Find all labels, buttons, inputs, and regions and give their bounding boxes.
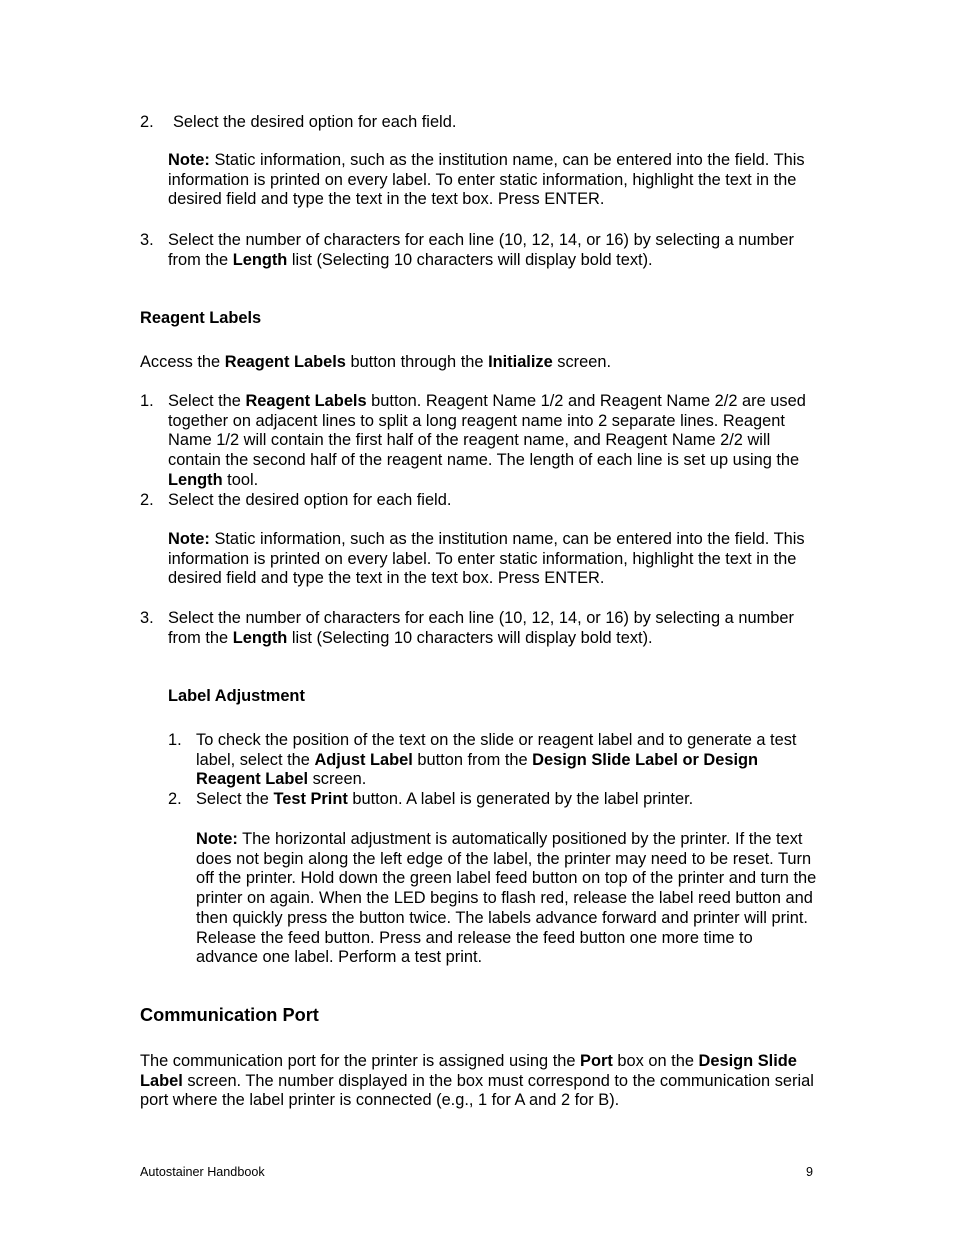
text-part: Select the number of characters for each line (10, 12, 14, or 16) by selecting a number from the: [168, 609, 794, 647]
step-number: 2.: [168, 790, 182, 808]
communication-port-paragraph: [140, 1052, 820, 1111]
step-number: 2.: [140, 113, 154, 131]
step-text: [196, 790, 818, 810]
term-adjust-label: Adjust Label: [314, 750, 413, 769]
text-part: Select the: [196, 790, 274, 808]
text-part: Access the: [140, 353, 225, 371]
text-part: tool.: [222, 470, 259, 489]
step-number: 1.: [140, 392, 154, 410]
step-text: Select the desired option for each field.: [173, 113, 457, 131]
section-heading-label-adjustment: Label Adjustment: [168, 687, 305, 705]
text-part: button. Reagent Name 1/2 and Reagent Name 2/2 are used together on adjacent lines to split a long reagent name into 2 separate lines. Reagent Name 1/2 will contain the first half of the reagent name, and Reagent Name 2/2 will contain the second half of the reagent name. The length of each line is set up using the: [168, 392, 806, 470]
note-label: Note:: [168, 530, 210, 548]
term-length: Length: [168, 470, 223, 489]
text-part: list (Selecting 10 characters will display bold text).: [287, 628, 653, 647]
note-paragraph: [168, 530, 818, 589]
text-part: To check the position of the text on the slide or reagent label and to generate a test label, select the: [196, 731, 797, 769]
page-number: 9: [806, 1165, 814, 1179]
text-part: Select the: [168, 392, 246, 410]
step-text: [168, 392, 818, 491]
text-part: screen.: [308, 770, 367, 789]
term-port: Port: [580, 1052, 613, 1070]
text-part: button through the: [345, 353, 489, 371]
term-reagent-labels: Reagent Labels: [224, 353, 346, 371]
text-part: button. A label is generated by the label printer.: [347, 790, 694, 808]
section-heading-communication-port: Communication Port: [140, 1005, 319, 1025]
note-text: Static information, such as the institution name, can be entered into the field. This information is printed on every label. To enter static information, highlight the text in the desired field and type the text in the text box. Press ENTER.: [168, 151, 805, 209]
step-text: [168, 231, 818, 270]
text-part: button from the: [412, 750, 533, 769]
text-part: box on the: [612, 1052, 699, 1070]
text-part: screen.: [552, 353, 612, 371]
step-number: 2.: [140, 491, 154, 509]
access-paragraph: [140, 353, 820, 373]
step-number: 3.: [140, 231, 154, 249]
step-text: [196, 731, 818, 790]
footer-title: Autostainer Handbook: [140, 1165, 265, 1179]
step-text: [168, 609, 818, 648]
note-paragraph: [168, 151, 818, 210]
note-label: Note:: [196, 830, 238, 848]
note-label: Note:: [168, 151, 210, 169]
term-initialize: Initialize: [488, 353, 553, 371]
note-paragraph: [196, 830, 818, 968]
text-part: screen. The number displayed in the box must correspond to the communication serial port where the label printer is connected (e.g., 1 for A and 2 for B).: [140, 1071, 814, 1110]
section-heading-reagent-labels: Reagent Labels: [140, 309, 262, 327]
step-text-part: list (Selecting 10 characters will display bold text).: [287, 250, 653, 269]
note-text: The horizontal adjustment is automatically positioned by the printer. If the text does not begin along the left edge of the label, the printer may need to be reset. Turn off the printer. Hold down the green label feed button on top of the printer and turn the printer on again. When the LED begins to flash red, release the label reed button and then quickly press the button twice. The labels advance forward and printer will print. Release the feed button. Press and release the feed button one more time to advance one label. Perform a test print.: [196, 830, 817, 967]
step-number: 1.: [168, 731, 182, 749]
term-test-print: Test Print: [273, 790, 348, 808]
term-length: Length: [232, 250, 288, 269]
step-number: 3.: [140, 609, 154, 627]
term-length: Length: [232, 628, 288, 647]
term-reagent-labels: Reagent Labels: [245, 392, 367, 410]
term-design-label-screens: Design Slide Label or Design Reagent Label: [196, 750, 759, 789]
step-text: Select the desired option for each field.: [168, 491, 452, 509]
note-text: Static information, such as the institution name, can be entered into the field. This information is printed on every label. To enter static information, highlight the text in the desired field and type the text in the text box. Press ENTER.: [168, 530, 805, 588]
text-part: The communication port for the printer is assigned using the: [140, 1052, 581, 1070]
term-design-slide-label: Design Slide Label: [140, 1052, 797, 1090]
step-text-part: Select the number of characters for each line (10, 12, 14, or 16) by selecting a number from the: [168, 231, 794, 269]
